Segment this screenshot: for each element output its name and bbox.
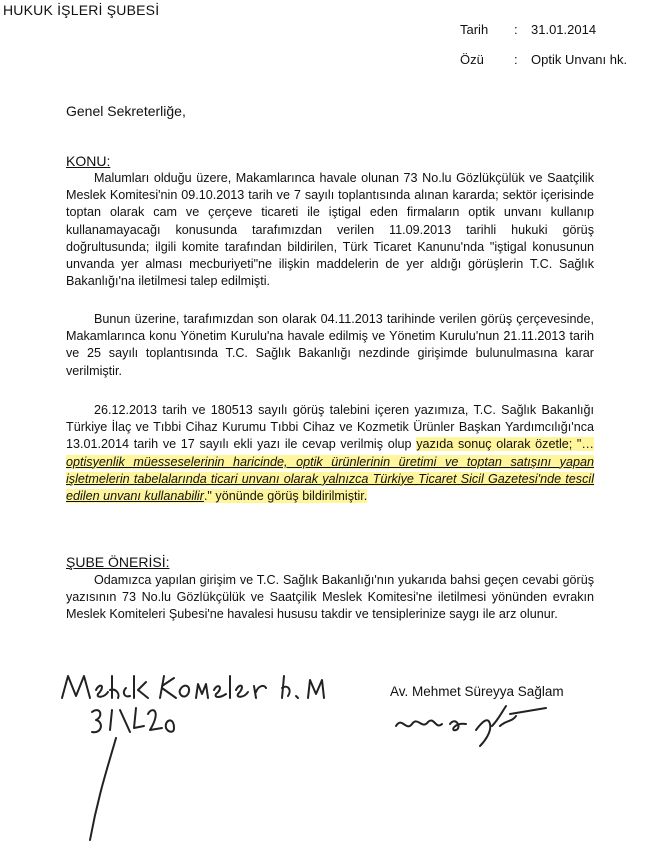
konu-p3-intro: 26.12.2013 tarih ve 180513 sayılı görüş talebini içeren yazımıza, T.C. Sağlık Bakanlığı Türkiye İlaç ve Tıbbi Cihaz Kurumu Tıbbi Cihaz ve Kozmetik Ürünler Başkan Yardımcılığı'nca 13.01.2014 tarih ve 17 sayılı ekli yazı ile cevap verilmiş olup <box>66 403 594 452</box>
oneri-text: Odamızca yapılan girişim ve T.C. Sağlık Bakanlığı'nın yukarıda bahsi geçen cevabi görüş yazısının 73 No.lu Gözlükçülük ve Saatçilik Meslek Komitesi'ne iletilmesi yönünden evrakın Meslek Komiteleri Şubesi'ne havalesi hususu takdir ve tensiplerinize saygı ile arz olunur. <box>66 573 594 622</box>
konu-heading: KONU: <box>66 153 111 169</box>
signatory-name: Av. Mehmet Süreyya Sağlam <box>390 684 564 699</box>
date-separator: : <box>514 22 518 37</box>
handwritten-stroke <box>80 736 120 842</box>
signature-scribble <box>392 702 552 750</box>
konu-paragraph-3 <box>66 402 594 505</box>
konu-paragraph-2 <box>66 311 594 380</box>
konu-p2-text: Bunun üzerine, tarafımızdan son olarak 04.11.2013 tarihinde verilen görüş çerçevesinde, Makamlarınca konu Yönetim Kurulu'na havale edilmiş ve Yönetim Kurulu'nun 21.11.2013 tarih ve 25 sayılı toplantısında T.C. Sağlık Bakanlığı nezdinde girişimde bulunulmasına karar verilmiştir. <box>66 312 594 378</box>
oneri-heading: ŞUBE ÖNERİSİ: <box>66 554 170 570</box>
subject-separator: : <box>514 52 518 67</box>
konu-p1-text: Malumları olduğu üzere, Makamlarınca havale olunan 73 No.lu Gözlükçülük ve Saatçilik Meslek Komitesi'nin 09.10.2013 tarih ve 7 sayılı toplantısında alınan kararda; sektör içerisinde toptan olarak cam ve çerçeve ticareti ile iştigal eden firmaların optik unvanı kullanıp kullanamayacağı konusunda tarafımızdan verilen 11.09.2013 tarihli hukuki görüş doğrultusunda; ilgili komite tarafından bildirilen, Türk Ticaret Kanunu'nda "iştigal konusunun unvanda yer alması mecburiyeti"ne ilişkin maddelerin de yer aldığı görüşlerin T.C. Sağlık Bakanlığı'na iletilmesi talep edilmişti. <box>66 171 594 289</box>
salutation: Genel Sekreterliğe, <box>66 103 186 119</box>
department-title: HUKUK İŞLERİ ŞUBESİ <box>3 2 160 18</box>
konu-p3-hl-lead: yazıda sonuç olarak özetle; "… <box>416 437 595 452</box>
subject-value: Optik Unvanı hk. <box>531 52 628 67</box>
oneri-paragraph <box>66 572 594 624</box>
konu-paragraph-1 <box>66 170 594 290</box>
subject-label: Özü <box>460 52 484 67</box>
quoted-opinion: optisyenlik müesseselerinin haricinde, optik ürünlerinin üretimi ve toptan satışını yapan işletmelerin tabelalarında ticari unvanı olarak yalnızca Türkiye Ticaret Sicil Gazetesi'nde tescil edilen unvanı kullanabilir <box>66 454 594 504</box>
date-label: Tarih <box>460 22 489 37</box>
date-value: 31.01.2014 <box>531 22 597 37</box>
konu-p3-hl-end: ." yönünde görüş bildirilmiştir. <box>203 489 368 504</box>
